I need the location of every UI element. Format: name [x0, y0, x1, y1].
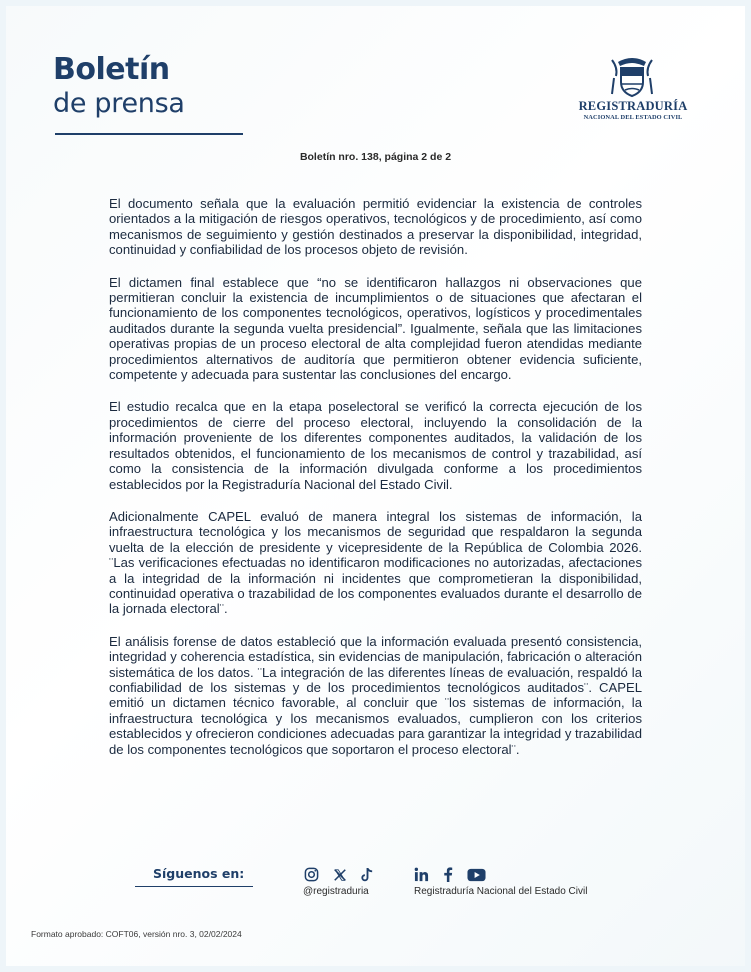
tiktok-icon[interactable]: [361, 867, 374, 882]
title-underline: [55, 133, 243, 135]
facebook-icon[interactable]: [443, 867, 453, 882]
bulletin-number: Boletín nro. 138, página 2 de 2: [299, 151, 452, 163]
instagram-icon[interactable]: [304, 867, 319, 882]
paragraph: El dictamen final establece que “no se identificaron hallazgos ni observaciones que permitieran concluir la existencia de incumplimientos o de situaciones que afectaran el funcionamiento de los componentes tecnológicos, operativos, logísticos y procedimentales auditados durante la segunda vuelta presidencial”. Igualmente, señala que las limitaciones operativas propias de un proceso electoral de alta complejidad fueron atendidas mediante procedimientos alternativos de auditoría que permitieron obtener evidencia suficiente, competente y adecuada para sustentar las conclusiones del encargo.: [109, 274, 642, 383]
linkedin-icon[interactable]: [414, 867, 429, 882]
logo-subtitle: NACIONAL DEL ESTADO CIVIL: [583, 114, 683, 121]
social-icons-right: [414, 867, 486, 882]
title-boletin: Boletín: [53, 52, 170, 87]
social-icons-left: [304, 867, 374, 882]
youtube-icon[interactable]: [467, 868, 486, 882]
title-de-prensa: de prensa: [53, 88, 185, 119]
registraduria-logo: [570, 54, 696, 124]
paragraph: El estudio recalca que en la etapa poselectoral se verificó la correcta ejecución de los procedimientos de cierre del proceso electoral, incluyendo la consolidación de la información proveniente de los diferentes componentes auditados, la validación de los resultados obtenidos, el funcionamiento de los mecanismos de control y trazabilidad, así como la consistencia de la información divulgada conforme a los procedimientos establecidos por la Registraduría Nacional del Estado Civil.: [109, 399, 642, 492]
registraduria-handle[interactable]: Registraduría Nacional del Estado Civil: [414, 886, 588, 897]
format-footer: Formato aprobado: COFT06, versión nro. 3, 02/02/2024: [31, 929, 242, 939]
paragraph: Adicionalmente CAPEL evaluó de manera integral los sistemas de información, la infraestructura tecnológica y los mecanismos de seguridad que respaldaron la segunda vuelta de la elección de presidente y vicepresidente de la República de Colombia 2026. ¨Las verificaciones efectuadas no identificaron modificaciones no autorizadas, afectaciones a la integridad de la información ni incidentes que comprometieran la disponibilidad, continuidad operativa o trazabilidad de los componentes evaluados durante el desarrollo de la jornada electoral¨.: [109, 508, 642, 617]
follow-us-underline: [135, 886, 253, 887]
body-text: [109, 196, 642, 774]
logo-name: REGISTRADURÍA: [578, 99, 688, 113]
follow-us-label: Síguenos en:: [153, 866, 245, 881]
paragraph: El documento señala que la evaluación permitió evidenciar la existencia de controles orientados a la mitigación de riesgos operativos, tecnológicos y de procedimiento, así como mecanismos de seguimiento y gestión destinados a preservar la disponibilidad, integridad, continuidad y confiabilidad de los procesos objeto de revisión.: [109, 196, 642, 258]
x-icon[interactable]: [333, 868, 347, 882]
coat-of-arms-icon: [608, 54, 656, 100]
paragraph: El análisis forense de datos estableció que la información evaluada presentó consistencia, integridad y coherencia estadística, sin evidencias de manipulación, fabricación o alteración sistemática de los datos. ¨La integración de las diferentes líneas de evaluación, respaldó la confiabilidad de los sistemas y de los procedimientos tecnológicos auditados¨. CAPEL emitió un dictamen técnico favorable, al concluir que ¨los sistemas de información, la infraestructura tecnológica y los mecanismos evaluados, cumplieron con los criterios establecidos y ofrecieron condiciones adecuadas para garantizar la integridad y trazabilidad de los componentes tecnológicos que soportaron el proceso electoral¨.: [109, 633, 642, 757]
instagram-handle[interactable]: @registraduria: [303, 886, 369, 897]
